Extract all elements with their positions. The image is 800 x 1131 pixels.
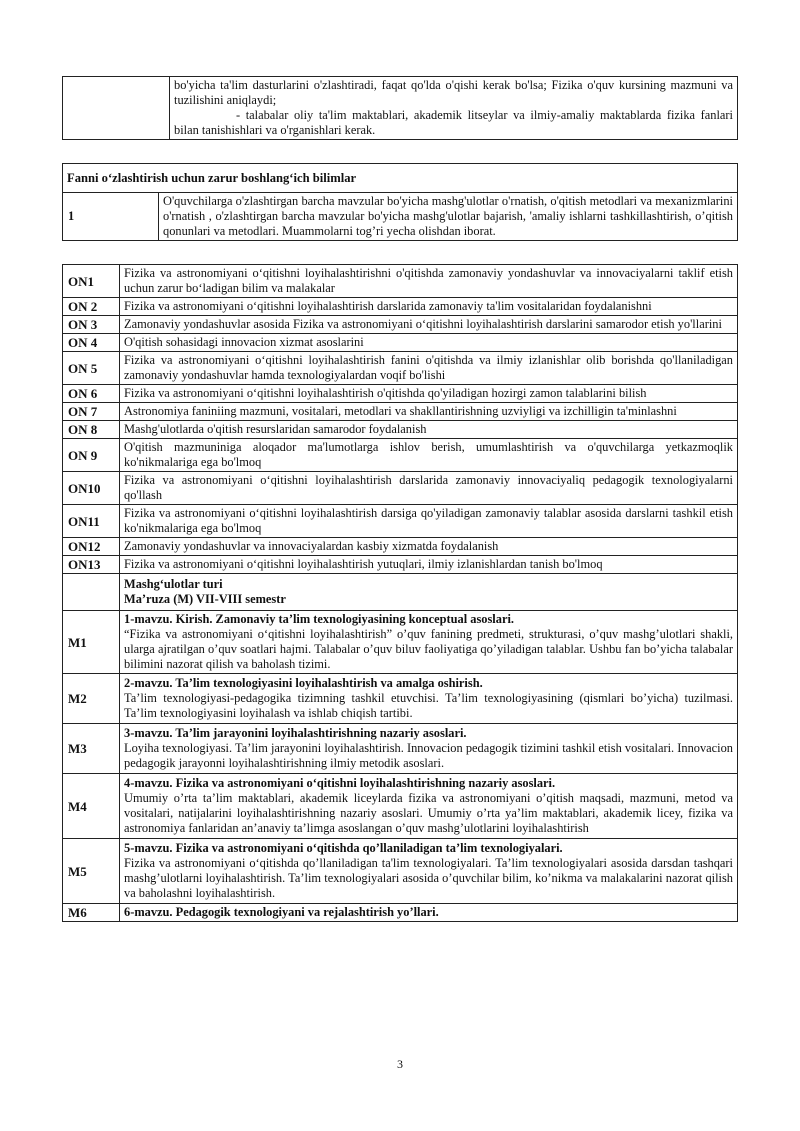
outcome-code: ON10 xyxy=(63,472,120,505)
lesson-title: 1-mavzu. Kirish. Zamonaviy ta’lim texnologiyasining konceptual asoslari. xyxy=(124,612,514,626)
lesson-code: M5 xyxy=(63,839,120,904)
outcome-text: Fizika va astronomiyani o‘qitishni loyihalashtirish darslarida zamonaviy innovaciyaliq pedagogik texnologiyalarni qo'llash xyxy=(120,472,738,505)
outcome-code: ON13 xyxy=(63,556,120,574)
outcome-row xyxy=(63,316,738,334)
lesson-row xyxy=(63,904,738,922)
page-number: 3 xyxy=(397,1057,403,1071)
outcome-code: ON 8 xyxy=(63,421,120,439)
outcome-row xyxy=(63,505,738,538)
lesson-text: Loyiha texnologiyasi. Ta’lim jarayonini loyihalashtirish. Innovacion pedagogik tizimini tashkil etish vositalari. Innovacion pedagogik jarayonni loyihalashtirishning ilmiy metodik asoslari. xyxy=(124,741,733,770)
prerequisites-text: O'quvchilarga o'zlashtirgan barcha mavzular bo'yicha mashg'ulotlar o'rnatish, o'qitish metodlari va mexanizmlarini o'rnatish , o'zlashtirgan barcha mavzular bo'yicha mashg'ulotlar bajarish, 'amaliy ishlarni tashkillashtirish, o’qitish qonunlari va metodlari. Muammolarni tog’ri yecha olishdan iborat. xyxy=(159,193,738,241)
outcome-row xyxy=(63,403,738,421)
lesson-title: 2-mavzu. Ta’lim texnologiyasini loyihalashtirish va amalga oshirish. xyxy=(124,676,483,690)
outcome-text: Fizika va astronomiyani o‘qitishni loyihalashtirish fanini o'qitishda va ilmiy izlanishlar olib borishda qo'llaniladigan zamonaviy yondashuvlar hamda texnologiyalardan voqif bo'lishi xyxy=(120,352,738,385)
lesson-text: Ta’lim texnologiyasi-pedagogika tizimning tashkil etuvchisi. Ta’lim texnologiyasining (qismlari bo’yicha) tuzilmasi. Ta’lim texnologiyasini loyihalash va ishlab chiqish tartibi. xyxy=(124,691,733,720)
intro-text-cell xyxy=(170,77,738,140)
outcome-row xyxy=(63,472,738,505)
intro-line-1: bo'yicha ta'lim dasturlarini o'zlashtiradi, faqat qo'lda o'qishi kerak bo'lsa; Fizika o'quv kursining mazmuni va tuzilishini aniqlaydi; xyxy=(174,78,733,107)
lesson-title: 5-mavzu. Fizika va astronomiyani o‘qitishda qo’llaniladigan ta’lim texnologiyalari. xyxy=(124,841,563,855)
lesson-text: Fizika va astronomiyani o‘qitishda qo’llaniladigan ta'lim texnologiyalari. Ta’lim texnologiyalari asosida darsdan tashqari mashg’ulotlarni loyihalashtirish. Ta’lim texnologiyalari asosida o’quvchilar bilim, ko’nikma va malakalarini nazorat qilish va baholashni loyihalashtirish. xyxy=(124,856,733,900)
outcome-text: Fizika va astronomiyani o‘qitishni loyihalashtirish darslarida zamonaviy ta'lim vositalaridan foydalanishni xyxy=(120,298,738,316)
lessons-semester-label: Ma’ruza (M) VII-VIII semestr xyxy=(124,592,286,606)
lesson-row xyxy=(63,724,738,774)
outcome-row xyxy=(63,538,738,556)
lesson-row xyxy=(63,611,738,674)
lessons-body xyxy=(63,611,738,922)
lesson-content xyxy=(120,774,738,839)
lesson-title: 3-mavzu. Ta’lim jarayonini loyihalashtirishning nazariy asoslari. xyxy=(124,726,467,740)
outcome-row xyxy=(63,439,738,472)
outcome-text: Fizika va astronomiyani o‘qitishni loyihalashtirish yutuqlari, ilmiy izlanishlardan tanish bo'lmoq xyxy=(120,556,738,574)
lesson-code: M2 xyxy=(63,674,120,724)
lessons-header-empty xyxy=(63,574,120,611)
prerequisites-header: Fanni o‘zlashtirish uchun zarur boshlang‘ich bilimlar xyxy=(63,164,738,193)
outcome-code: ON 2 xyxy=(63,298,120,316)
lesson-code: M6 xyxy=(63,904,120,922)
outcome-text: Astronomiya faniniing mazmuni, vositalari, metodlari va shakllantirishning uzviyligi va izchilligin ta'minlashni xyxy=(120,403,738,421)
lesson-content xyxy=(120,724,738,774)
lesson-row xyxy=(63,839,738,904)
outcome-row xyxy=(63,334,738,352)
intro-line-2: - talabalar oliy ta'lim maktablari, akademik litseylar va ilmiy-amaliy maktablarda fizika fanlari bilan tanishishlari va o'rganishlari kerak. xyxy=(174,108,733,137)
lesson-row xyxy=(63,674,738,724)
outcomes-body xyxy=(63,265,738,574)
lesson-code: M1 xyxy=(63,611,120,674)
lesson-content xyxy=(120,904,738,922)
outcome-code: ON 9 xyxy=(63,439,120,472)
outcome-row xyxy=(63,556,738,574)
outcome-row xyxy=(63,421,738,439)
lesson-content xyxy=(120,839,738,904)
outcome-text: Mashg'ulotlarda o'qitish resurslaridan samarodor foydalanish xyxy=(120,421,738,439)
outcome-code: ON11 xyxy=(63,505,120,538)
lesson-title: 6-mavzu. Pedagogik texnologiyani va rejalashtirish yo’llari. xyxy=(124,905,439,919)
lesson-row xyxy=(63,774,738,839)
outcome-row xyxy=(63,298,738,316)
outcome-text: Zamonaviy yondashuvlar va innovaciyalardan kasbiy xizmatda foydalanish xyxy=(120,538,738,556)
lessons-header-row xyxy=(63,574,738,611)
lessons-header xyxy=(120,574,738,611)
prerequisites-number: 1 xyxy=(63,193,159,241)
outcome-text: Zamonaviy yondashuvlar asosida Fizika va astronomiyani o‘qitishni loyihalashtirish darslarini samarodor etish yo'llarini xyxy=(120,316,738,334)
outcome-code: ON 7 xyxy=(63,403,120,421)
intro-table xyxy=(62,76,738,140)
outcome-text: Fizika va astronomiyani o‘qitishni loyihalashtirish o'qitishda qo'yiladigan hozirgi zamon talablarini bilish xyxy=(120,385,738,403)
lesson-content xyxy=(120,674,738,724)
lesson-code: M3 xyxy=(63,724,120,774)
outcome-row xyxy=(63,385,738,403)
outcome-code: ON 6 xyxy=(63,385,120,403)
outcome-code: ON12 xyxy=(63,538,120,556)
outcome-text: O'qitish sohasidagi innovacion xizmat asoslarini xyxy=(120,334,738,352)
outcome-code: ON 4 xyxy=(63,334,120,352)
outcome-code: ON 3 xyxy=(63,316,120,334)
outcome-text: Fizika va astronomiyani o‘qitishni loyihalashtirishni o'qitishda zamonaviy yondashuvlar va innovaciyalarni taklif etish uchun zarur bo‘ladigan bilim va malakalar xyxy=(120,265,738,298)
lesson-text: “Fizika va astronomiyani o‘qitishni loyihalashtirish” o’quv fanining predmeti, strukturasi, o’quv mashg’ulotlari shakli, ularga ajratilgan o’quv soatlari hajmi. Talabalar o’quv biluv faoliyatiga qo’yiladigan talablar. Ushbu fan bo’yicha talabalar bilimini nazorat qilish va baholash tizimi. xyxy=(124,627,733,671)
lesson-title: 4-mavzu. Fizika va astronomiyani o‘qitishni loyihalashtirishning nazariy asoslari. xyxy=(124,776,556,790)
outcome-code: ON 5 xyxy=(63,352,120,385)
lesson-content xyxy=(120,611,738,674)
outcome-row xyxy=(63,265,738,298)
outcome-text: O'qitish mazmuniniga aloqador ma'lumotlarga ishlov berish, umumlashtirish va o'quvchilarga yetkazmoqlik ko'nikmalariga ega bo'lmoq xyxy=(120,439,738,472)
outcome-text: Fizika va astronomiyani o‘qitishni loyihalashtirish darsiga qo'yiladigan zamonaviy talablar asosida darslarni tashkil etish ko'nikmalariga ega bo'lmoq xyxy=(120,505,738,538)
lessons-type-label: Mashg‘ulotlar turi xyxy=(124,577,223,591)
outcomes-lessons-table xyxy=(62,264,738,922)
intro-empty-cell xyxy=(63,77,170,140)
lesson-code: M4 xyxy=(63,774,120,839)
outcome-row xyxy=(63,352,738,385)
prerequisites-table xyxy=(62,163,738,241)
lesson-text: Umumiy o’rta ta’lim maktablari, akademik liceylarda fizika va astronomiyani o’qitish maqsadi, mazmuni, metod va vositalari, natijalarini loyihalashtirishning nazariy asoslari. Umumiy o’rta ya’lim maktablari, akademik licey, fizika va astronomiya fanlaridan an’anaviy ta’limga asoslangan o’quv mashg’ulotlarini loyihalashtirish xyxy=(124,791,733,835)
outcome-code: ON1 xyxy=(63,265,120,298)
